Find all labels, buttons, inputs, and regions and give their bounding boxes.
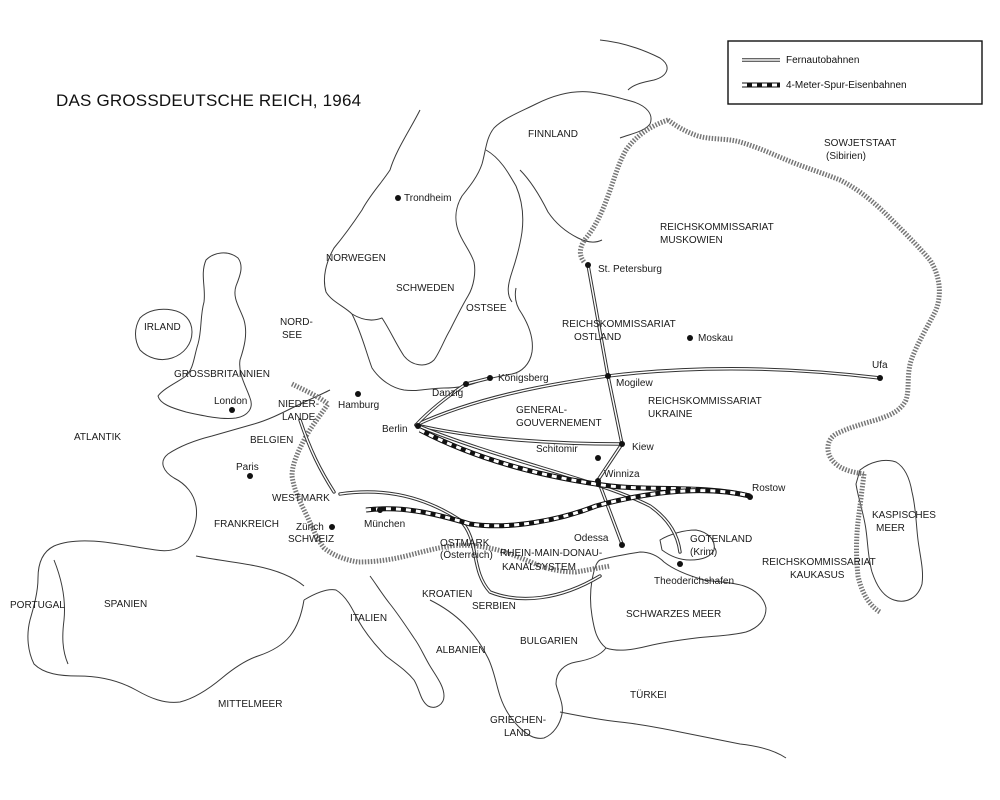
city-label-schitomir: Schitomir (536, 444, 578, 455)
rail-berlin-rostow (420, 430, 750, 496)
coast-gulf-bothnia (486, 150, 523, 302)
region-grossbritannien: GROSSBRITANNIEN (174, 369, 270, 380)
region-norwegen: NORWEGEN (326, 253, 386, 264)
city-dot-schitomir (595, 455, 601, 461)
region-albanien: ALBANIEN (436, 645, 486, 656)
region-rk-muskowien-1: REICHSKOMMISSARIAT (660, 222, 774, 233)
region-spanien: SPANIEN (104, 599, 148, 610)
region-mittelmeer: MITTELMEER (218, 699, 283, 710)
region-kaspisches-2: MEER (876, 523, 905, 534)
region-rk-kaukasus-2: KAUKASUS (790, 570, 845, 581)
region-sibirien: (Sibirien) (826, 151, 867, 162)
city-dot-theoderichshafen (677, 561, 683, 567)
region-rk-ostland-1: REICHSKOMMISSARIAT (562, 319, 676, 330)
city-dot-odessa (619, 542, 625, 548)
city-label-koenigsberg: Königsberg (498, 373, 549, 384)
city-label-trondheim: Trondheim (404, 193, 452, 204)
region-kroatien: KROATIEN (422, 589, 473, 600)
region-general-2: GOUVERNEMENT (516, 418, 602, 429)
city-label-winniza: Winniza (604, 469, 640, 480)
region-italien: ITALIEN (350, 613, 388, 624)
region-griechenland-1: GRIECHEN- (490, 715, 547, 726)
region-gotenland-2: (Krim) (690, 547, 718, 558)
region-bulgarien: BULGARIEN (520, 636, 578, 647)
city-dot-muenchen (377, 507, 383, 513)
city-dot-berlin (415, 423, 421, 429)
region-rk-ukraine-2: UKRAINE (648, 409, 693, 420)
cities (214, 193, 888, 587)
region-schweden: SCHWEDEN (396, 283, 455, 294)
city-label-berlin: Berlin (382, 424, 408, 435)
coast-ireland (136, 309, 193, 359)
region-ostsee: OSTSEE (466, 303, 507, 314)
region-rk-muskowien-2: MUSKOWIEN (660, 235, 723, 246)
city-label-odessa: Odessa (574, 533, 609, 544)
city-label-rostow: Rostow (752, 483, 786, 494)
region-nordsee-1: NORD- (280, 317, 313, 328)
city-dot-hamburg (355, 391, 361, 397)
city-label-hamburg: Hamburg (338, 400, 380, 411)
city-dot-zuerich (329, 524, 335, 530)
city-dot-st-petersburg (585, 262, 591, 268)
city-label-moskau: Moskau (698, 333, 734, 344)
coast-turkey (560, 712, 786, 758)
region-nordsee-2: SEE (282, 330, 303, 341)
region-finnland: FINNLAND (528, 129, 579, 140)
region-rk-kaukasus-1: REICHSKOMMISSARIAT (762, 557, 876, 568)
city-dot-london (229, 407, 235, 413)
city-dot-koenigsberg (487, 375, 493, 381)
region-frankreich: FRANKREICH (214, 519, 280, 530)
region-niederlande-2: LANDE (282, 412, 316, 423)
city-label-london: London (214, 396, 248, 407)
region-atlantik: ATLANTIK (74, 432, 122, 443)
region-rk-ukraine-1: REICHSKOMMISSARIAT (648, 396, 762, 407)
region-ostmark-2: (Österreich) (440, 550, 493, 561)
region-rmd-1: RHEIN-MAIN-DONAU- (500, 548, 603, 559)
legend-rail-label: 4-Meter-Spur-Eisenbahnen (786, 80, 907, 91)
reich-border (292, 120, 939, 612)
city-dot-mogilew (605, 373, 611, 379)
region-kaspisches-1: KASPISCHES (872, 510, 936, 521)
region-gotenland-1: GOTENLAND (690, 534, 753, 545)
rail-muenchen-rostow (366, 491, 750, 526)
region-niederlande-1: NIEDER- (278, 399, 320, 410)
city-label-paris: Paris (236, 462, 259, 473)
region-belgien: BELGIEN (250, 435, 294, 446)
city-label-kiew: Kiew (632, 442, 654, 453)
region-westmark: WESTMARK (272, 493, 330, 504)
region-serbien: SERBIEN (472, 601, 516, 612)
city-dot-ufa (877, 375, 883, 381)
city-label-st-petersburg: St. Petersburg (598, 264, 662, 275)
coast-portugal (54, 560, 68, 664)
legend-autobahn-label: Fernautobahnen (786, 55, 860, 66)
region-irland: IRLAND (144, 322, 181, 333)
city-dot-rostow (747, 494, 753, 500)
legend-box (728, 41, 982, 104)
coast-pyrenees (196, 556, 304, 586)
region-portugal: PORTUGAL (10, 600, 65, 611)
city-label-muenchen: München (364, 519, 406, 530)
legend (728, 41, 982, 104)
coast-kola (600, 40, 667, 90)
region-schwarzes-meer: SCHWARZES MEER (626, 609, 722, 620)
coast-britain (158, 253, 251, 419)
city-dot-paris (247, 473, 253, 479)
city-label-zuerich: Zürich (296, 522, 324, 533)
region-ostmark-1: OSTMARK (440, 538, 490, 549)
region-rmd-2: KANALSYSTEM (502, 562, 576, 573)
region-griechenland-2: LAND (504, 728, 531, 739)
autobahn-westmark (300, 420, 334, 492)
city-dot-kiew (619, 441, 625, 447)
city-label-mogilew: Mogilew (616, 378, 653, 389)
coast-black-sea (591, 552, 767, 650)
city-dot-trondheim (395, 195, 401, 201)
city-dot-winniza (595, 478, 601, 484)
region-general-1: GENERAL- (516, 405, 568, 416)
region-sowjetstaat: SOWJETSTAAT (824, 138, 897, 149)
map-title: DAS GROSSDEUTSCHE REICH, 1964 (56, 91, 362, 110)
region-schweiz: SCHWEIZ (288, 534, 335, 545)
city-dot-danzig (463, 381, 469, 387)
city-dot-moskau (687, 335, 693, 341)
city-label-theoderichshafen: Theoderichshafen (654, 576, 735, 587)
region-rk-ostland-2: OSTLAND (574, 332, 622, 343)
region-tuerkei: TÜRKEI (630, 690, 667, 701)
city-label-ufa: Ufa (872, 360, 888, 371)
city-label-danzig: Danzig (432, 388, 464, 399)
